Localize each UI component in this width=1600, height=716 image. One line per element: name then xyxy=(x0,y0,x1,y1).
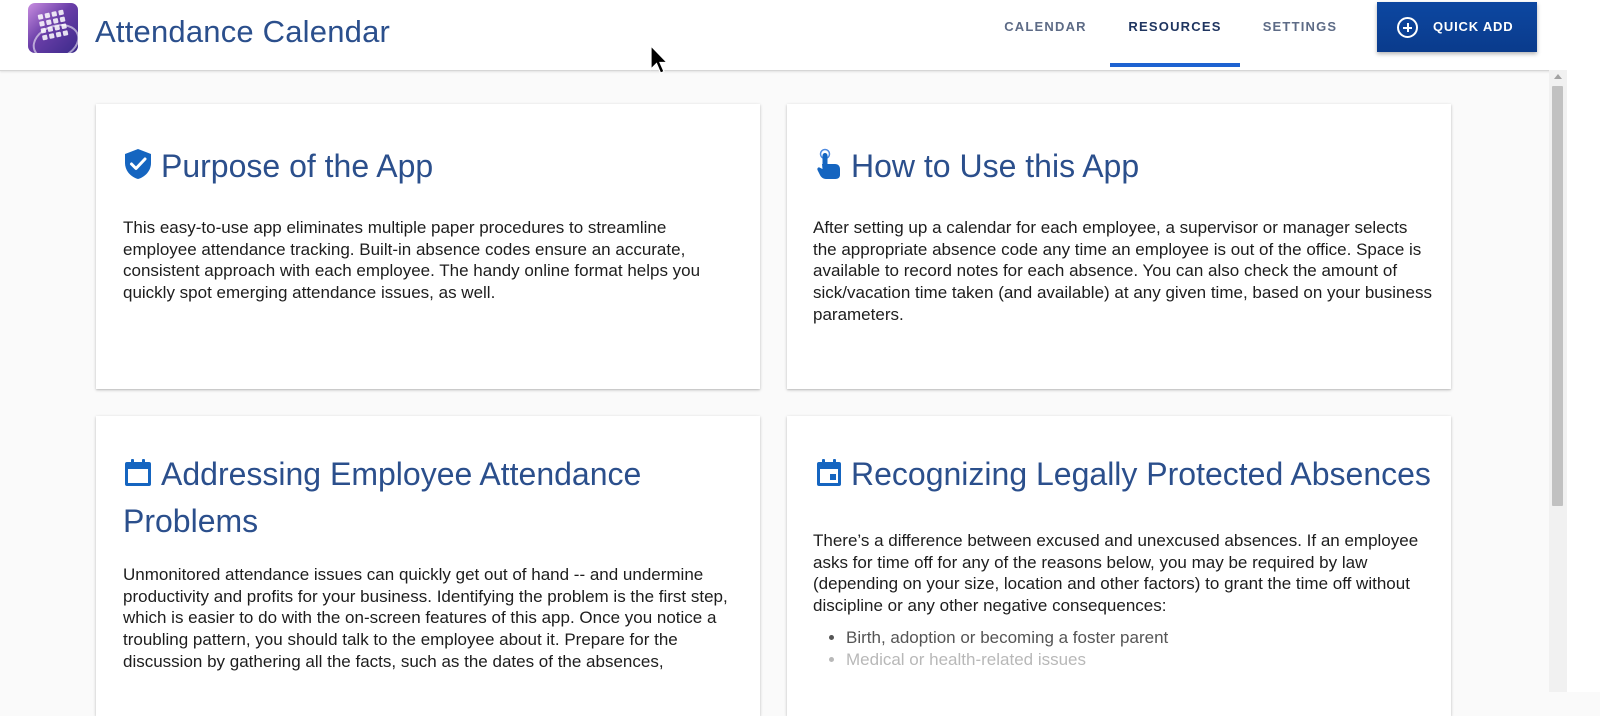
tab-calendar-label: CALENDAR xyxy=(1004,19,1087,34)
calendar-event-icon xyxy=(815,455,843,499)
pointing-hand-icon xyxy=(815,147,843,191)
page-edge xyxy=(1567,0,1600,692)
card-title xyxy=(123,144,433,191)
scroll-up-arrow-icon[interactable] xyxy=(1554,74,1562,79)
card-title-text: How to Use this App xyxy=(851,148,1140,184)
quick-add-label: QUICK ADD xyxy=(1433,19,1514,34)
mouse-pointer-icon xyxy=(650,45,668,75)
plus-circle-icon xyxy=(1397,17,1418,38)
active-tab-indicator xyxy=(1110,63,1240,67)
card-attendance-problems xyxy=(96,416,760,716)
tab-settings[interactable] xyxy=(1245,0,1355,66)
shield-check-icon xyxy=(123,147,153,191)
tab-calendar[interactable] xyxy=(988,0,1103,66)
app-title: Attendance Calendar xyxy=(95,14,391,49)
card-body: After setting up a calendar for each employee, a supervisor or manager selects the appropriate absence code any time an employee is out of the office. Space is available to record notes for each absence. You can also check the amount of sick/vacation time taken (and available) at any given time, based on your business parameters. xyxy=(813,218,1432,324)
card-title xyxy=(815,452,1431,499)
card-body xyxy=(813,530,1433,670)
page-scrollbar[interactable] xyxy=(1549,70,1567,692)
card-body: This easy-to-use app eliminates multiple paper procedures to streamline employee attendance tracking. Built-in absence codes ensure an accurate, consistent approach with each employee. The handy online format helps you quickly spot emerging attendance issues, as well. xyxy=(123,218,701,303)
card-purpose xyxy=(96,104,760,389)
tab-settings-label: SETTINGS xyxy=(1262,19,1338,34)
list-item: • Birth, adoption or becoming a foster parent xyxy=(846,627,1433,649)
list-item: • Medical or health-related issues xyxy=(846,649,1433,671)
card-title-text: Addressing Employee Attendance Problems xyxy=(123,456,642,539)
calendar-blank-icon xyxy=(123,455,153,499)
scrollbar-thumb[interactable] xyxy=(1552,86,1563,506)
card-legally-protected xyxy=(787,416,1451,716)
card-how-to-use xyxy=(787,104,1451,389)
card-title-text: Recognizing Legally Protected Absences xyxy=(851,456,1431,492)
card-title-text: Purpose of the App xyxy=(161,148,434,184)
card-title xyxy=(123,452,723,543)
app-header xyxy=(0,0,1600,71)
calendar-app-logo-icon[interactable] xyxy=(28,3,78,53)
card-title xyxy=(815,144,1139,191)
card-body: Unmonitored attendance issues can quickly get out of hand -- and undermine productivity and profits for your business. Identifying the problem is the first step, which is easier to do with the on-screen features of this app. Once you notice a troubling pattern, you should talk to the employee about it. Prepare for the discussion by gathering all the facts, such as the dates of the absences, xyxy=(123,565,728,671)
card-paragraph: There’s a difference between excused and unexcused absences. If an employee asks for time off for any of the reasons below, you may be required by law (depending on your size, location and other factors) to grant the time off without discipline or any other negative consequences: xyxy=(813,531,1419,616)
tab-resources[interactable] xyxy=(1110,0,1240,66)
absence-reason-list xyxy=(813,627,1433,670)
tab-resources-label: RESOURCES xyxy=(1128,19,1222,34)
quick-add-button[interactable] xyxy=(1377,2,1537,52)
